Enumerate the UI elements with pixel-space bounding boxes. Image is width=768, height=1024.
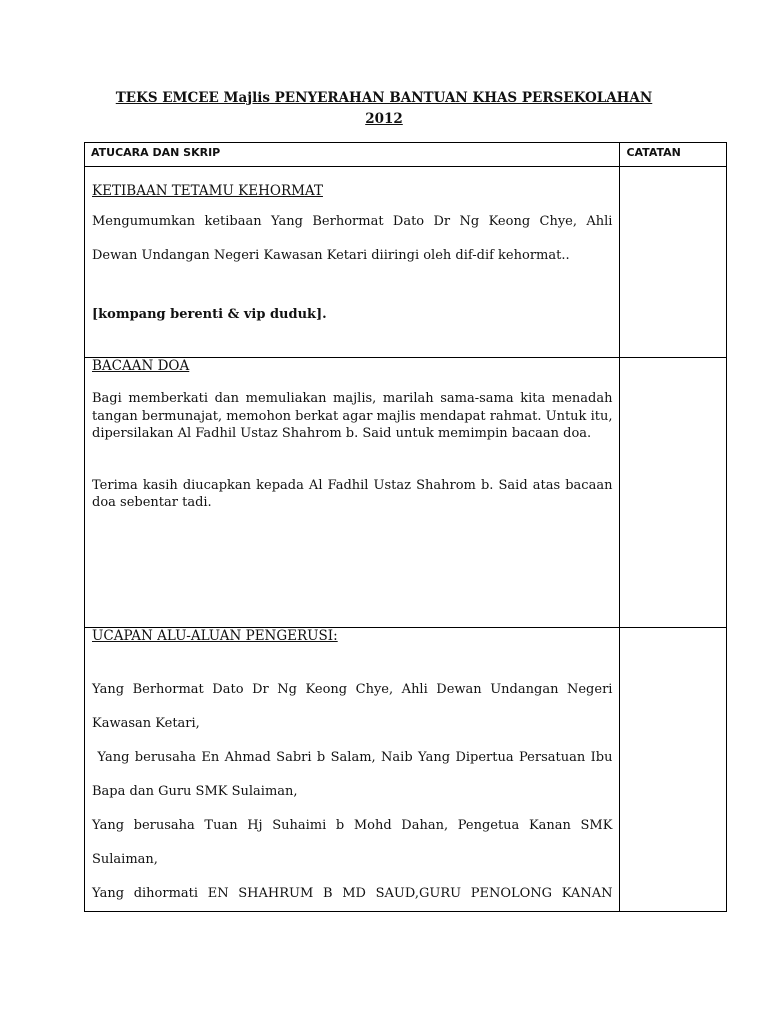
section-text: Kawasan Ketari, — [92, 716, 200, 731]
table-row — [85, 358, 727, 628]
header-catatan: CATATAN — [620, 143, 727, 167]
section-text: Bapa dan Guru SMK Sulaiman, — [92, 784, 298, 799]
section-text: Sulaiman, — [92, 852, 158, 867]
section-text: Yang dihormati EN SHAHRUM B MD SAUD,GURU PENOLONG KANAN — [92, 886, 613, 901]
section-text: Yang berusaha En Ahmad Sabri b Salam, Naib Yang Dipertua Persatuan Ibu — [92, 750, 613, 765]
table-header-row — [85, 143, 727, 167]
table-row — [85, 167, 727, 358]
section-text: Mengumumkan ketibaan Yang Berhormat Dato Dr Ng Keong Chye, Ahli — [92, 214, 613, 229]
header-atucara: ATUCARA DAN SKRIP — [85, 143, 620, 167]
section-ketibaan — [85, 167, 620, 358]
section-text: Terima kasih diucapkan kepada Al Fadhil Ustaz Shahrom b. Said atas bacaan doa sebentar tadi. — [92, 477, 613, 510]
section-text: Yang berusaha Tuan Hj Suhaimi b Mohd Dahan, Pengetua Kanan SMK — [92, 818, 613, 833]
title-line-1: TEKS EMCEE Majlis PENYERAHAN BANTUAN KHAS PERSEKOLAHAN — [115, 90, 653, 106]
section-bacaan-doa — [85, 358, 620, 628]
section-text: Bagi memberkati dan memuliakan majlis, marilah sama-sama kita menadah tangan bermunajat, memohon berkat agar majlis mendapat rahmat. Untuk itu, dipersilakan Al Fadhil Ustaz Shahrom b. Said untuk memimpin bacaan doa. — [92, 391, 613, 441]
catatan-cell — [620, 358, 727, 628]
section-heading: KETIBAAN TETAMU KEHORMAT — [92, 183, 323, 199]
title-line-2: 2012 — [365, 111, 403, 127]
section-heading: BACAAN DOA — [92, 358, 190, 374]
section-text: Dewan Undangan Negeri Kawasan Ketari diiringi oleh dif-dif kehormat.. — [92, 248, 570, 263]
section-note: [kompang berenti & vip duduk]. — [92, 307, 327, 322]
script-table — [84, 142, 727, 912]
section-heading: UCAPAN ALU-ALUAN PENGERUSI: — [92, 628, 338, 644]
section-text: Yang Berhormat Dato Dr Ng Keong Chye, Ahli Dewan Undangan Negeri — [92, 682, 613, 697]
catatan-cell — [620, 167, 727, 358]
catatan-cell — [620, 628, 727, 912]
section-ucapan — [85, 628, 620, 912]
document-title — [84, 88, 684, 130]
table-row — [85, 628, 727, 912]
